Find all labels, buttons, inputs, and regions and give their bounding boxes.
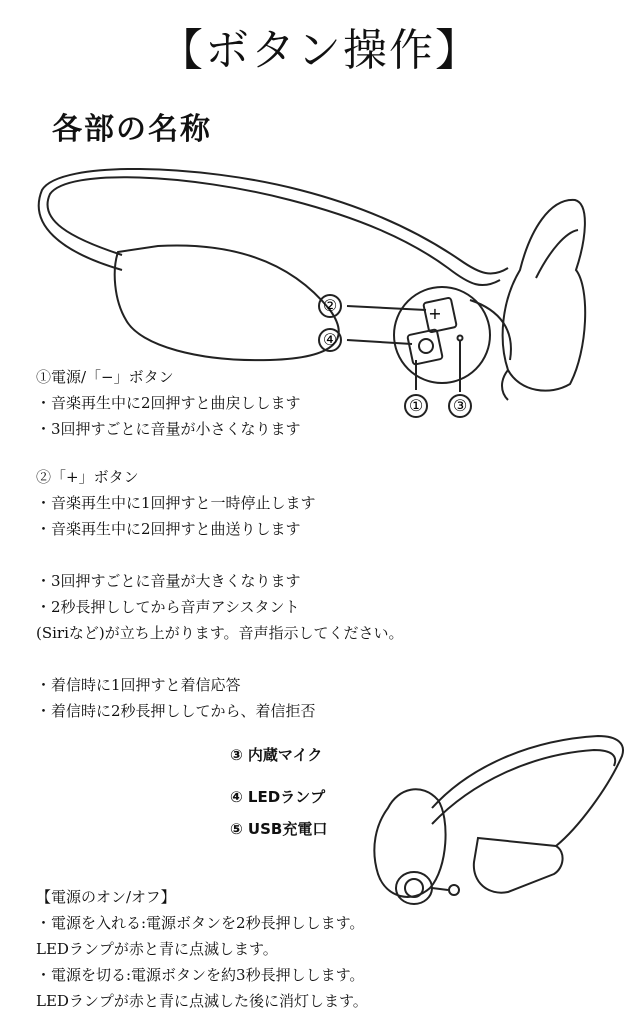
calls-line: ・着信時に1回押すと着信応答 [36,676,241,694]
button2-line: ・音楽再生中に2回押すと曲送りします [36,520,301,538]
volume-line: (Siriなど)が立ち上がります。音声指示してください。 [36,624,404,642]
power-line: LEDランプが赤と青に点滅します。 [36,940,278,958]
headphone-diagram-bottom [368,728,630,912]
part-label-led: ④ LEDランプ [230,788,326,806]
power-icon [419,339,433,353]
plus-symbol: + [428,304,442,323]
calls-line: ・着信時に2秒長押ししてから、着信拒否 [36,702,316,720]
mic-hole [458,336,463,341]
power-minus-button [407,329,443,365]
power-title: 【電源のオン/オフ】 [36,888,176,906]
callout-4: ④ [322,330,338,349]
power-line: ・電源を切る:電源ボタンを約3秒長押しします。 [36,966,365,984]
usb-port-callout [449,885,459,895]
left-ear-pod [115,245,339,360]
button1-line: ・音楽再生中に2回押すと曲戻しします [36,394,301,412]
ear-pod-body [474,838,563,893]
callout-3: ③ [452,396,468,415]
page-title: 【ボタン操作】 [159,25,481,76]
part-label-mic: ③ 内蔵マイク [230,746,323,764]
section-heading: 各部の名称 [52,112,212,147]
power-line: LEDランプが赤と青に点滅した後に消灯します。 [36,992,368,1010]
part-label-usb: ⑤ USB充電口 [230,820,328,838]
volume-line: ・3回押すごとに音量が大きくなります [36,572,301,590]
right-transducer [503,200,586,391]
button2-line: ・音楽再生中に1回押すと一時停止します [36,494,316,512]
power-line: ・電源を入れる:電源ボタンを2秒長押しします。 [36,914,365,932]
button1-title: ①電源/「−」ボタン [36,368,174,386]
volume-line: ・2秒長押ししてから音声アシスタント [36,598,300,616]
control-disc-bottom [396,872,432,904]
callout-1: ① [408,396,424,415]
button1-line: ・3回押すごとに音量が小さくなります [36,420,301,438]
callout-2: ② [322,296,338,315]
button2-title: ②「+」ボタン [36,468,139,486]
headphone-diagram-top [30,160,610,430]
